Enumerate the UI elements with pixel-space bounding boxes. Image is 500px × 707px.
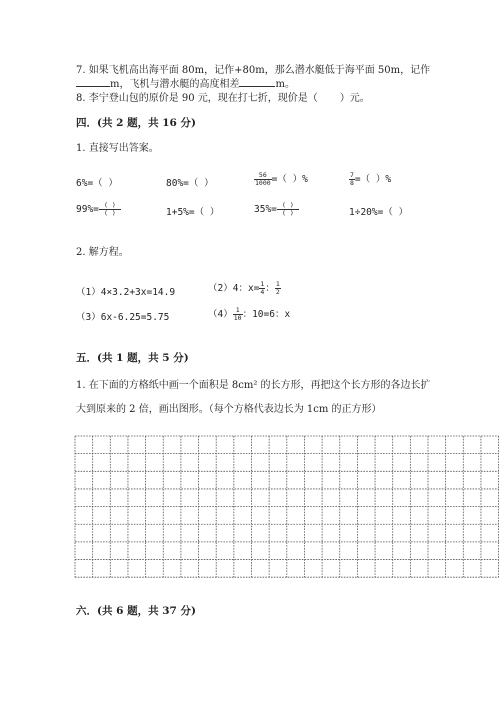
equation-3: （3）6x-6.25=5.75	[76, 312, 170, 323]
question-7-end-text: m。	[275, 79, 295, 90]
question-8-tail: ）元。	[339, 93, 370, 104]
mental-math-item: 35%= $\frac{( )}{( )}$	[254, 202, 299, 217]
section-5-q1-line2: 大到原来的 2 倍，画出图形。（每个方格代表边长为 1cm 的正方形）	[76, 404, 382, 415]
equation-1: （1）4×3.2+3x=14.9	[76, 287, 176, 298]
fraction: $\frac{1}{2}$	[275, 280, 280, 296]
mental-math-item: 1÷20%=（ ）	[349, 207, 409, 218]
fraction-blank[interactable]: $\frac{( )}{( )}$	[99, 202, 121, 217]
section-4-heading: 四．(共 2 题，共 16 分)	[76, 117, 196, 129]
mental-math-item: 6%=（ ）	[76, 178, 118, 189]
answer-blank[interactable]	[318, 92, 340, 101]
fraction: $\frac{1}{4}$	[260, 280, 265, 296]
mental-math-item: $\frac{56}{1000}$ =（ ）%	[255, 171, 308, 187]
fraction-blank[interactable]: $\frac{( )}{( )}$	[277, 202, 299, 217]
question-8-text: 8. 李宁登山包的原价是 90 元，现在打七折，现价是（	[76, 93, 318, 104]
section-4-q2-title: 2. 解方程。	[76, 247, 129, 258]
section-6-heading: 六．(共 6 题，共 37 分)	[76, 605, 196, 617]
section-5-heading: 五．(共 1 题，共 5 分)	[76, 352, 189, 364]
mental-math-item: 99%= $\frac{( )}{( )}$	[76, 202, 121, 217]
mental-math-item: $\frac{7}{8}$ =（ ）%	[350, 171, 392, 187]
question-7-mid-text: m，飞机与潜水艇的高度相差	[110, 79, 240, 90]
equation-2: （2）4：x= $\frac{1}{4}$ ： $\frac{1}{2}$	[208, 280, 280, 296]
fraction: $\frac{1}{10}$	[233, 306, 242, 322]
mental-math-item: 80%=（ ）	[166, 178, 214, 189]
fraction: $\frac{56}{1000}$	[255, 171, 271, 187]
fraction: $\frac{7}{8}$	[350, 171, 354, 187]
question-7-line1: 7. 如果飞机高出海平面 80m，记作+80m，那么潜水艇低于海平面 50m，记作	[76, 65, 431, 76]
answer-blank[interactable]	[76, 77, 110, 87]
question-7-line2	[76, 75, 295, 90]
question-8	[76, 89, 370, 104]
section-4-q1-title: 1. 直接写出答案。	[76, 143, 159, 154]
section-5-q1-line1: 1. 在下面的方格纸中画一个面积是 8cm² 的长方形，再把这个长方形的各边长扩	[76, 380, 431, 391]
answer-blank[interactable]	[239, 77, 275, 87]
equation-4: （4） $\frac{1}{10}$ ：10=6：x	[208, 306, 291, 322]
mental-math-item: 1+5%=（ ）	[166, 207, 220, 218]
